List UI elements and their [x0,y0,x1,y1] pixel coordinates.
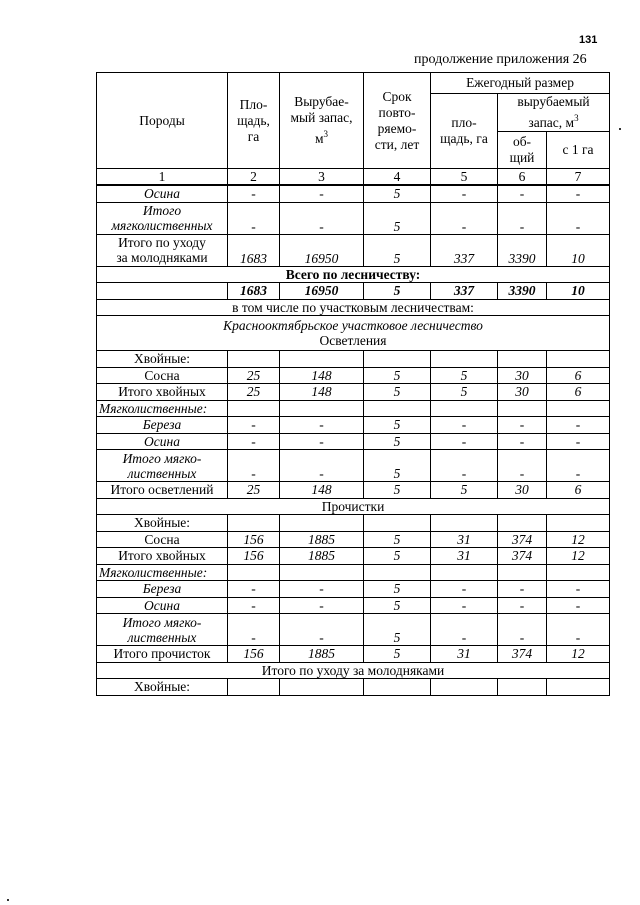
row-birch: Береза - - 5 - - - [97,581,610,598]
row-pine: Сосна 156 1885 5 31 374 12 [97,531,610,548]
row-softwood-total: Итого мягколиственных - - 5 - - - [97,202,610,234]
row-softwood: Мягколиственные: [97,400,610,417]
row-conifer-total: Итого хвойных 25 148 5 5 30 6 [97,384,610,401]
row-cleaning-total: Итого прочисток 156 1885 5 31 374 12 [97,646,610,663]
row-young-care-title: Итого по уходу за молодняками [97,662,610,679]
row-aspen: Осина - - 5 - - - [97,597,610,614]
row-conifer-total: Итого хвойных 156 1885 5 31 374 12 [97,548,610,565]
row-young-care-total: Итого по уходу за молодняками 1683 16950 5 337 3390 10 [97,234,610,266]
row-birch: Береза - - 5 - - - [97,417,610,434]
continuation-label: продолжение приложения 26 [414,52,587,67]
header-annual: Ежегодный размер [431,73,610,94]
header-period: Срок повто- ряемо- сти, лет [364,73,431,169]
header-annual-stock: вырубаемый запас, $м^3$ [498,94,610,132]
row-forestry-total-title: Всего по лесничеству: [97,266,610,283]
row-section-cleaning: Прочистки [97,498,610,515]
row-aspen: Осина - - 5 - - - [97,433,610,450]
row-pine: Сосна 25 148 5 5 30 6 [97,367,610,384]
scan-speck [619,128,621,130]
header-breeds: Породы [97,73,228,169]
row-softwood: Мягколиственные: [97,564,610,581]
forest-care-table [96,72,610,696]
row-conifers: Хвойные: [97,515,610,532]
scan-speck [7,899,9,901]
page-number: 131 [579,34,598,46]
row-softwood-total: Итого мягко- лиственных - - 5 - - - [97,614,610,646]
header-stock: Вырубае- мый запас, $м^3$ [280,73,364,169]
header-annual-area: пло- щадь, га [431,94,498,169]
row-aspen: Осина - - 5 - - - [97,185,610,202]
row-including-title: в том числе по участковым лесничествам: [97,299,610,316]
row-forestry-total: 1683 16950 5 337 3390 10 [97,283,610,300]
row-softwood-total: Итого мягко- лиственных - - 5 - - - [97,450,610,482]
header-per-ha: с 1 га [547,132,610,169]
header-total: об- щий [498,132,547,169]
column-numbers-row: 1 2 3 4 5 6 7 [97,169,610,186]
row-district-title: Краснооктябрьское участковое лесничество Осветления [97,316,610,351]
row-conifers: Хвойные: [97,351,610,368]
header-area: Пло- щадь, га [228,73,280,169]
row-conifers: Хвойные: [97,679,610,696]
row-clearing-total: Итого осветлений 25 148 5 5 30 6 [97,482,610,499]
header-row [97,73,610,94]
